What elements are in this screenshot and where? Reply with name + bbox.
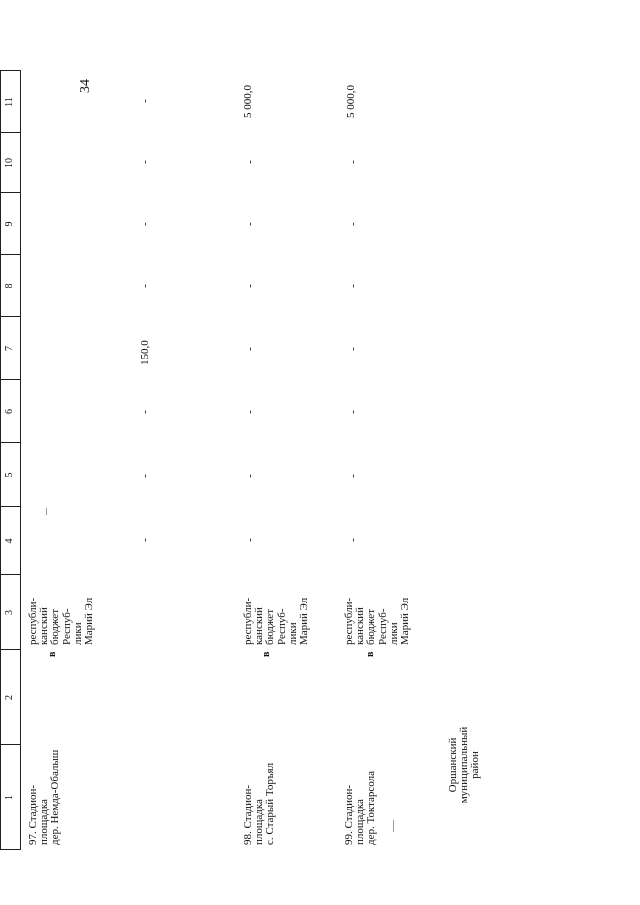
- column-header: 7: [4, 346, 15, 351]
- column-header: 10: [4, 158, 15, 168]
- funding-source: республи- канский бюджет Респуб- лики Марий Эл: [343, 597, 412, 645]
- header-bottom-rule: [20, 70, 21, 850]
- row-name: 97. Стадион- площадка дер. Немда-Обалыш: [27, 749, 62, 845]
- rotated-table: [0, 70, 481, 905]
- cell-col9: -: [244, 222, 256, 226]
- column-header: 9: [4, 221, 15, 227]
- scan-speck: [46, 508, 47, 515]
- cell-col5: -: [347, 474, 359, 478]
- cell-col9: -: [139, 222, 151, 226]
- cell-col11: -: [139, 99, 151, 103]
- cell-col6: -: [244, 410, 256, 414]
- scan-speck: [393, 820, 394, 832]
- cell-col4: -: [139, 538, 151, 542]
- column-header: 8: [4, 283, 15, 289]
- cell-col8: -: [347, 284, 359, 288]
- page-number: 34: [78, 79, 93, 93]
- cell-col11: 5 000,0: [345, 85, 357, 118]
- row-letter: в: [365, 651, 376, 657]
- cell-col10: -: [244, 160, 256, 164]
- cell-col10: -: [139, 160, 151, 164]
- cell-col4: -: [244, 538, 256, 542]
- cell-col7: -: [244, 347, 256, 351]
- cell-col11: 5 000,0: [242, 85, 254, 118]
- row-letter: в: [47, 651, 58, 657]
- column-header: 3: [4, 610, 15, 615]
- column-header: 2: [4, 695, 15, 700]
- cell-col4: -: [347, 538, 359, 542]
- cell-col6: -: [347, 410, 359, 414]
- funding-source: республи- канский бюджет Респуб- лики Марий Эл: [242, 597, 311, 645]
- row-name: 99. Стадион- площадка дер. Токтарсола: [343, 770, 378, 845]
- column-header: 6: [4, 409, 15, 414]
- cell-col5: -: [139, 474, 151, 478]
- funding-source: республи- канский бюджет Респуб- лики Марий Эл: [27, 597, 96, 645]
- cell-col5: -: [244, 474, 256, 478]
- cell-col8: -: [244, 284, 256, 288]
- column-header: 5: [4, 472, 15, 478]
- cell-col9: -: [347, 222, 359, 226]
- column-header: 1: [4, 795, 15, 800]
- row-letter: в: [261, 651, 272, 657]
- row-name: 98. Стадион- площадка с. Старый Торъял: [242, 762, 277, 845]
- cell-col7: -: [347, 347, 359, 351]
- cell-col8: -: [139, 284, 151, 288]
- column-header: 4: [4, 538, 15, 544]
- column-header: 11: [4, 97, 15, 107]
- table-top-rule: [0, 70, 1, 850]
- section-heading: Оршанский муниципальный район: [447, 726, 481, 804]
- cell-col10: -: [347, 160, 359, 164]
- cell-col7: 150,0: [139, 340, 151, 365]
- cell-col6: -: [139, 410, 151, 414]
